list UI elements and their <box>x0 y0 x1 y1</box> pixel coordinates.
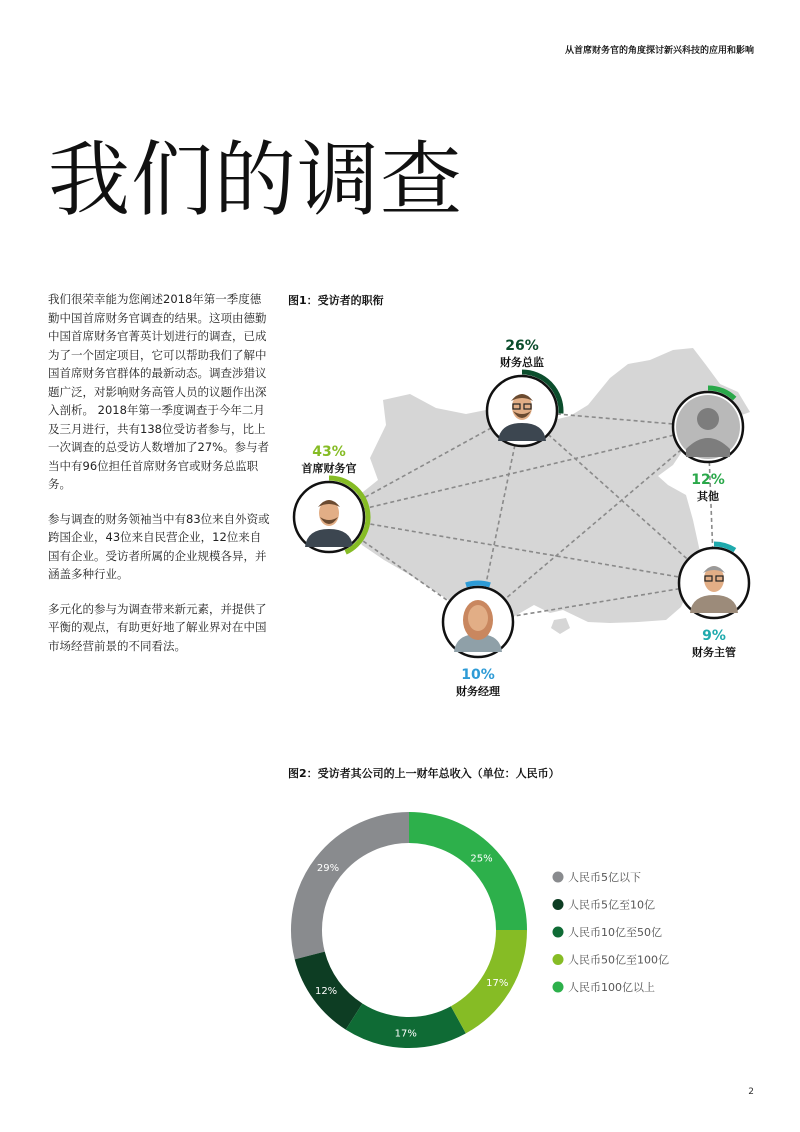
intro-paragraph-1: 我们很荣幸能为您阐述2018年第一季度德勤中国首席财务官调查的结果。这项由德勤中国首席财务官菁英计划进行的调查，已成为了一个固定项目，它可以帮助我们了解中国首席财务官群体的最新动态。调查涉猎议题广泛，对影响财务高管人员的议题作出深入剖析。 2018年第一季度调查于今年二月及三月进行，共有138位受访者参与，比上一次调查的总受访人数增加了27%。参与者当中有96位担任首席财务官或财务总监职务。 <box>48 292 270 491</box>
respondent-percent: 43% <box>312 444 346 460</box>
legend-marker <box>553 982 564 993</box>
donut-slice <box>307 828 410 956</box>
respondent-role: 财务经理 <box>456 685 500 698</box>
legend-marker <box>553 899 564 910</box>
slice-label: 29% <box>316 863 340 875</box>
avatar-head <box>697 408 719 430</box>
respondent-node <box>294 444 368 552</box>
donut-slice <box>409 828 512 931</box>
figure-2-title: 图2：受访者其公司的上一财年总收入（单位：人民币） <box>288 767 560 780</box>
figure-1-title: 图1：受访者的职衔 <box>288 294 384 307</box>
donut-slice <box>458 930 511 1020</box>
legend-item <box>553 926 663 939</box>
respondent-percent: 10% <box>461 667 495 683</box>
legend-item <box>553 899 656 912</box>
respondent-role: 首席财务官 <box>301 462 357 475</box>
legend-label: 人民币5亿以下 <box>568 871 641 884</box>
respondent-node <box>487 338 561 446</box>
legend-label: 人民币10亿至50亿 <box>568 926 662 939</box>
legend-item <box>553 954 670 967</box>
slice-label: 25% <box>470 853 493 865</box>
intro-paragraph-3: 多元化的参与为调查带来新元素，并提供了平衡的观点，有助更好地了解业界对在中国市场经营前景的不同看法。 <box>48 601 267 653</box>
legend-label: 人民币5亿至10亿 <box>568 898 655 912</box>
respondent-role: 其他 <box>697 490 719 503</box>
avatar-face <box>468 605 488 631</box>
legend-marker <box>553 954 564 965</box>
legend-item <box>553 871 642 884</box>
respondents-title-map-figure <box>288 320 758 720</box>
respondent-percent: 9% <box>702 628 726 644</box>
respondent-node <box>673 388 743 503</box>
intro-text <box>48 290 270 671</box>
respondent-percent: 12% <box>691 472 725 488</box>
respondent-role: 财务主管 <box>692 646 736 659</box>
respondent-percent: 26% <box>505 338 539 354</box>
revenue-donut-chart <box>288 795 758 1065</box>
running-header: 从首席财务官的角度探讨新兴科技的应用和影响 <box>564 46 754 56</box>
respondent-node <box>679 544 749 659</box>
legend-label: 人民币100亿以上 <box>568 981 655 994</box>
page-title: 我们的调查 <box>48 133 464 228</box>
slice-label: 17% <box>394 1028 417 1040</box>
intro-paragraph-2: 参与调查的财务领袖当中有83位来自外资或跨国企业，43位来自民营企业，12位来自国有企业。受访者所属的企业规模各异，并涵盖多种行业。 <box>48 511 270 581</box>
hainan-island-shape <box>551 618 570 634</box>
slice-label: 12% <box>314 986 338 998</box>
respondent-role: 财务总监 <box>500 356 544 369</box>
slice-label: 17% <box>486 978 509 990</box>
page-number: 2 <box>748 1087 754 1097</box>
legend-marker <box>553 927 564 938</box>
percentage-arc <box>466 583 490 585</box>
silhouette-avatar <box>676 395 740 459</box>
respondent-node <box>443 583 513 698</box>
legend-label: 人民币50亿至100亿 <box>568 953 669 967</box>
legend-item <box>553 980 656 994</box>
legend-marker <box>553 872 564 883</box>
